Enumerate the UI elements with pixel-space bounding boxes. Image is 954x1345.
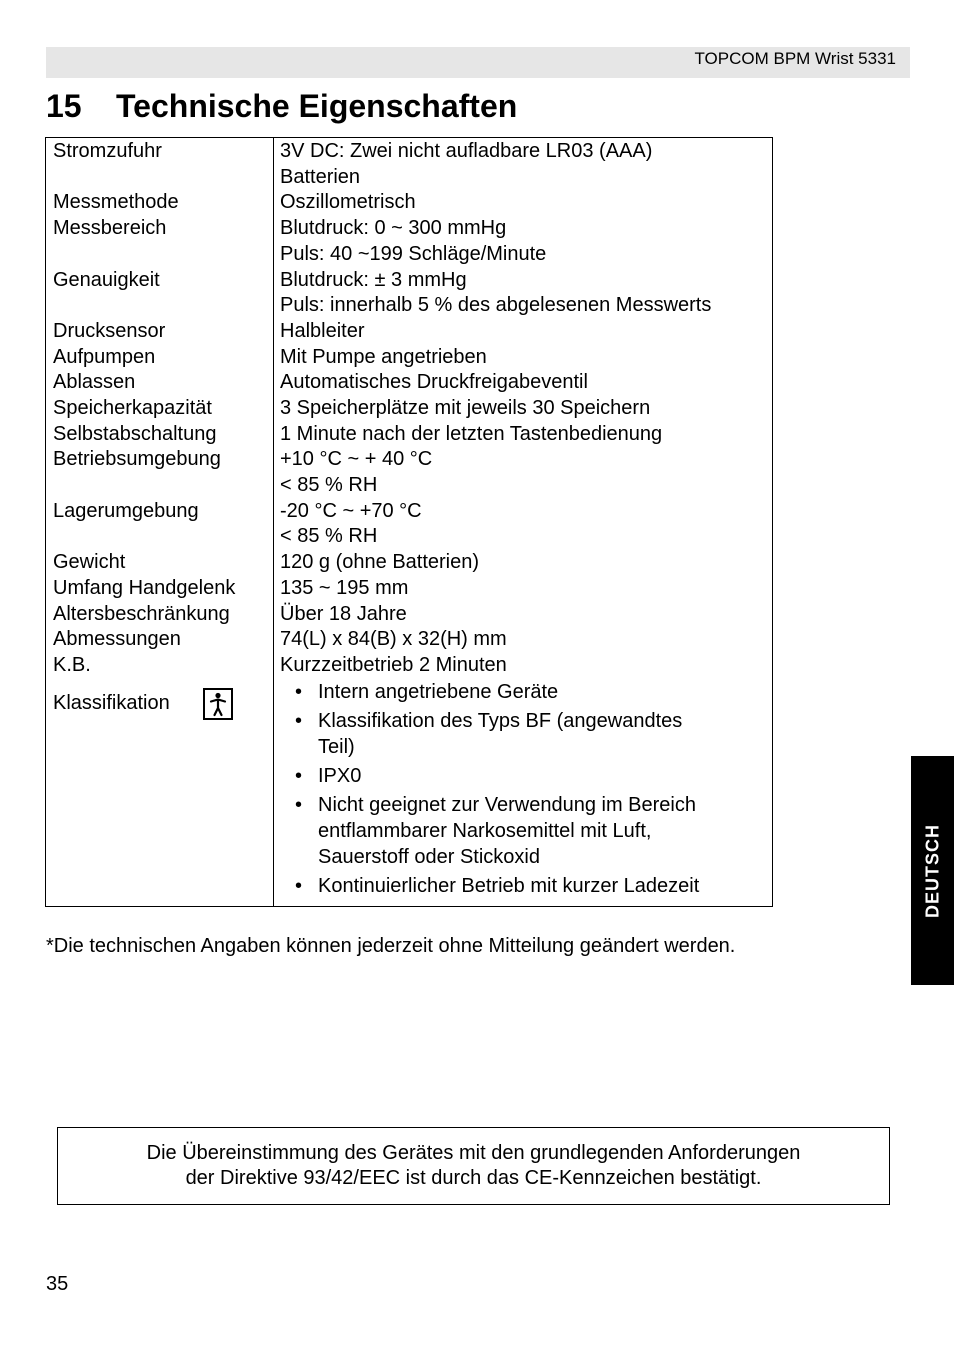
spec-value: Puls: innerhalb 5 % des abgelesenen Messwerts bbox=[280, 294, 712, 317]
spec-label: Genauigkeit bbox=[53, 268, 160, 291]
spec-label: Lagerumgebung bbox=[53, 499, 199, 522]
spec-table bbox=[45, 137, 773, 907]
bullet-text: Nicht geeignet zur Verwendung im Bereich bbox=[318, 794, 696, 817]
spec-value: 120 g (ohne Batterien) bbox=[280, 551, 480, 574]
spec-value: Oszillometrisch bbox=[280, 191, 416, 214]
table-column-divider bbox=[273, 138, 274, 906]
ce-notice-line: Die Übereinstimmung des Gerätes mit den grundlegenden Anforderungen bbox=[146, 1142, 801, 1164]
spec-value: Automatisches Druckfreigabeventil bbox=[280, 371, 588, 394]
spec-label: Stromzufuhr bbox=[53, 140, 162, 162]
spec-label: Ablassen bbox=[53, 371, 136, 394]
bullet-dot: • bbox=[295, 794, 303, 817]
spec-label: Gewicht bbox=[53, 551, 126, 574]
bullet-dot: • bbox=[295, 710, 303, 733]
spec-value: < 85 % RH bbox=[280, 474, 378, 497]
spec-value: 135 ~ 195 mm bbox=[280, 576, 409, 599]
bullet-dot: • bbox=[295, 765, 303, 788]
spec-value: Batterien bbox=[280, 165, 361, 188]
spec-value: Blutdruck: ± 3 mmHg bbox=[280, 268, 467, 291]
bullet-dot: • bbox=[295, 874, 303, 897]
spec-value: Über 18 Jahre bbox=[280, 602, 407, 625]
type-bf-person-icon bbox=[203, 688, 233, 720]
bullet-text: Teil) bbox=[318, 735, 355, 758]
classification-bullets bbox=[280, 680, 699, 903]
spec-value: Mit Pumpe angetrieben bbox=[280, 345, 487, 368]
footnote: *Die technischen Angaben können jederzeit ohne Mitteilung geändert werden. bbox=[46, 935, 736, 957]
bullet-text: Sauerstoff oder Stickoxid bbox=[318, 845, 540, 868]
spec-label: Speicherkapazität bbox=[53, 397, 212, 419]
spec-value: +10 °C ~ + 40 °C bbox=[280, 448, 433, 471]
spec-value: < 85 % RH bbox=[280, 525, 378, 548]
page-number: 35 bbox=[46, 1273, 69, 1295]
header-bar bbox=[46, 47, 910, 78]
spec-label: Messmethode bbox=[53, 191, 179, 214]
header-title: TOPCOM BPM Wrist 5331 bbox=[694, 49, 896, 68]
spec-value: 3V DC: Zwei nicht aufladbare LR03 (AAA) bbox=[280, 140, 653, 162]
spec-label: Selbstabschaltung bbox=[53, 422, 217, 445]
spec-label: K.B. bbox=[53, 654, 91, 676]
spec-value: Halbleiter bbox=[280, 319, 365, 342]
classification-bullet bbox=[280, 680, 699, 706]
spec-label: Betriebsumgebung bbox=[53, 448, 221, 471]
bullet-text: IPX0 bbox=[318, 765, 362, 788]
spec-label: Messbereich bbox=[53, 217, 167, 240]
bullet-dot: • bbox=[295, 681, 303, 703]
spec-label: Drucksensor bbox=[53, 319, 166, 342]
ce-notice-box bbox=[57, 1127, 890, 1205]
section-number: 15 bbox=[46, 88, 82, 124]
spec-label: Umfang Handgelenk bbox=[53, 576, 236, 599]
ce-notice-line: der Direktive 93/42/EEC ist durch das CE-Kennzeichen bestätigt. bbox=[185, 1167, 762, 1189]
classification-label: Klassifikation bbox=[53, 692, 170, 714]
classification-bullet bbox=[280, 874, 699, 900]
spec-value: 74(L) x 84(B) x 32(H) mm bbox=[280, 628, 507, 651]
bullet-text: Intern angetriebene Geräte bbox=[318, 681, 559, 703]
side-tab-label: DEUTSCH bbox=[922, 823, 942, 918]
section-title-text: Technische Eigenschaften bbox=[116, 88, 518, 124]
classification-bullet bbox=[280, 793, 699, 870]
section-title bbox=[46, 86, 517, 126]
spec-value: Puls: 40 ~199 Schläge/Minute bbox=[280, 242, 547, 265]
classification-bullet bbox=[280, 764, 699, 790]
spec-value: 3 Speicherplätze mit jeweils 30 Speichern bbox=[280, 397, 651, 419]
classification-bullet bbox=[280, 709, 699, 760]
spec-value: 1 Minute nach der letzten Tastenbedienung bbox=[280, 422, 663, 445]
spec-label: Abmessungen bbox=[53, 628, 181, 651]
spec-label: Altersbeschränkung bbox=[53, 602, 230, 625]
spec-value: Kurzzeitbetrieb 2 Minuten bbox=[280, 654, 507, 676]
bullet-text: Klassifikation des Typs BF (angewandtes bbox=[318, 710, 683, 733]
bullet-text: Kontinuierlicher Betrieb mit kurzer Ladezeit bbox=[318, 874, 700, 897]
spec-value: -20 °C ~ +70 °C bbox=[280, 499, 422, 522]
spec-value: Blutdruck: 0 ~ 300 mmHg bbox=[280, 217, 507, 240]
bullet-text: entflammbarer Narkosemittel mit Luft, bbox=[318, 820, 652, 843]
language-side-tab bbox=[911, 756, 954, 985]
spec-label: Aufpumpen bbox=[53, 345, 156, 368]
